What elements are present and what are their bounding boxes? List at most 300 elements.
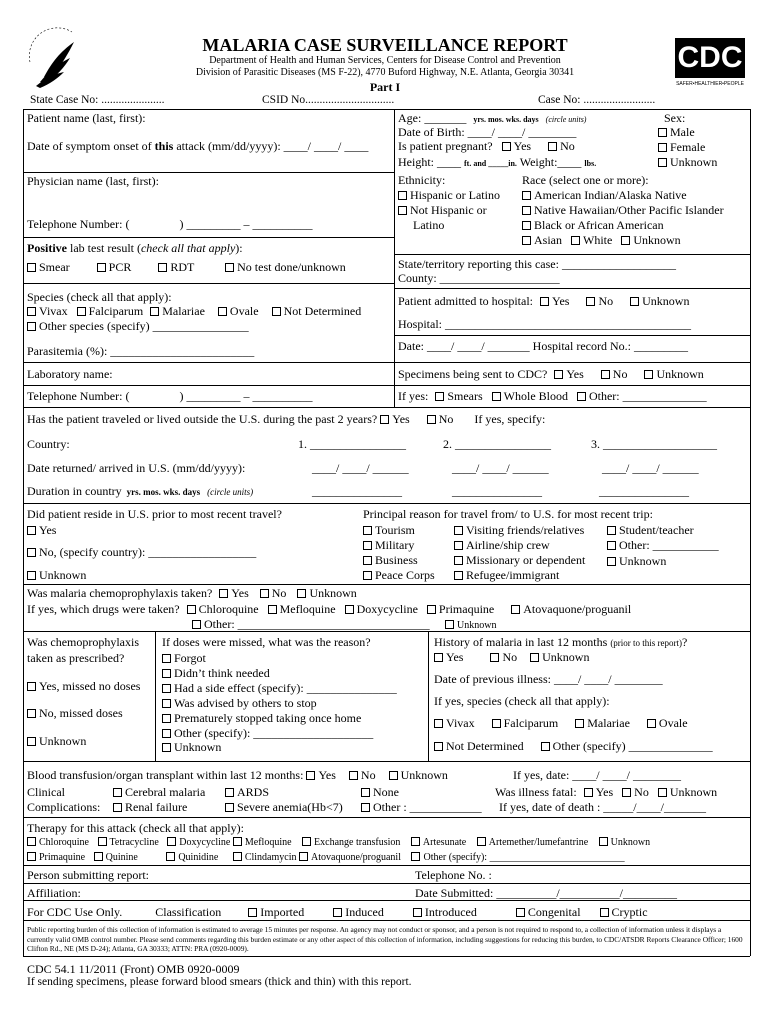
history-q: History of malaria in last 12 months: [434, 635, 608, 649]
therapy-quinine-checkbox[interactable]: [94, 852, 103, 861]
csid-no[interactable]: CSID No...............................: [262, 94, 395, 106]
reason-unknown-checkbox[interactable]: [607, 557, 616, 566]
transfusion-yes-checkbox[interactable]: [306, 771, 315, 780]
side-effect-checkbox[interactable]: [162, 684, 171, 693]
specimens-label: Specimens being sent to CDC?: [398, 367, 548, 381]
therapy-exchange-checkbox[interactable]: [302, 837, 311, 846]
white-label: White: [583, 233, 613, 247]
ards-label: ARDS: [237, 785, 270, 799]
travel-no: No: [438, 412, 454, 426]
tourism-label: Tourism: [375, 523, 415, 537]
submitter-telephone[interactable]: Telephone No. :: [415, 868, 492, 882]
race-unknown-checkbox[interactable]: [621, 236, 630, 245]
sex-unknown[interactable]: [658, 156, 717, 168]
missed-reason-label: If doses were missed, what was the reason?: [162, 635, 371, 649]
hospital-field[interactable]: Hospital: _________________________________________: [398, 317, 691, 331]
pregnant-no-checkbox[interactable]: [548, 142, 557, 151]
specimen-other-checkbox[interactable]: [577, 392, 586, 401]
therapy-exchange: Exchange transfusion: [314, 837, 401, 848]
visiting-checkbox[interactable]: [454, 526, 463, 535]
drug-other-row[interactable]: [192, 618, 430, 630]
rule: [750, 909, 751, 956]
chemo-yes-checkbox[interactable]: [219, 589, 228, 598]
comp-ards[interactable]: [225, 786, 269, 798]
transfusion-no-checkbox[interactable]: [349, 771, 358, 780]
history-unknown-checkbox[interactable]: [530, 653, 539, 662]
rule: [23, 503, 750, 504]
reason-missionary[interactable]: [454, 554, 585, 566]
military-label: Military: [375, 538, 415, 552]
white-checkbox[interactable]: [571, 236, 580, 245]
other-species-label: Other species (specify) ________________: [39, 319, 249, 333]
specimens-no: No: [612, 367, 628, 381]
therapy-clindamycin-checkbox[interactable]: [233, 852, 242, 861]
weight-label: Weight:____: [519, 155, 582, 169]
drug-unknown-label: Unknown: [457, 620, 497, 631]
fatal-yes: Yes: [595, 785, 614, 799]
duration-2[interactable]: _______________: [452, 484, 542, 498]
advised-checkbox[interactable]: [162, 699, 171, 708]
reason-didnt-think[interactable]: [162, 667, 270, 679]
rule: [23, 407, 750, 408]
reason-military[interactable]: [363, 539, 414, 551]
cdc-logo-box: CDC: [675, 38, 745, 78]
aian-label: American Indian/Alaska Native: [534, 188, 687, 202]
ovale-checkbox[interactable]: [218, 307, 227, 316]
smears-label: Smears: [447, 389, 483, 403]
pregnant-row: [398, 140, 575, 152]
reason-forgot[interactable]: [162, 652, 206, 664]
doxycycline-checkbox[interactable]: [345, 605, 354, 614]
date-returned-3[interactable]: ____/ ____/ ______: [602, 461, 699, 475]
rule: [23, 283, 394, 284]
didnt-think-label: Didn’t think needed: [174, 666, 270, 680]
therapy-artesunate: Artesunate: [422, 837, 467, 848]
other-species-checkbox[interactable]: [27, 322, 36, 331]
ethnicity-hispanic[interactable]: [398, 189, 500, 201]
duration-circle: (circle units): [207, 487, 254, 497]
therapy-row-1: [27, 837, 650, 848]
missed-other-checkbox[interactable]: [162, 729, 171, 738]
country-2-field[interactable]: 2. ________________: [443, 437, 551, 451]
duration-row: [27, 485, 253, 497]
travel-yes: Yes: [392, 412, 410, 426]
none-checkbox[interactable]: [361, 788, 370, 797]
country-1-field[interactable]: 1. ________________: [298, 437, 406, 451]
ards-checkbox[interactable]: [225, 788, 234, 797]
drug-unknown-checkbox[interactable]: [445, 620, 454, 629]
h-vivax-label: Vivax: [446, 716, 475, 730]
rule: [394, 254, 750, 255]
fatal-no-checkbox[interactable]: [622, 788, 631, 797]
drug-unknown-row[interactable]: [445, 620, 496, 631]
primaquine-checkbox[interactable]: [427, 605, 436, 614]
comp-cerebral[interactable]: [113, 786, 205, 798]
therapy-clindamycin: Clindamycin: [244, 852, 297, 863]
not-determined-checkbox[interactable]: [272, 307, 281, 316]
height-pre: Height: ____: [398, 155, 461, 169]
reason-unknown2[interactable]: [162, 741, 221, 753]
nhpi-label: Native Hawaiian/Other Pacific Islander: [534, 203, 724, 217]
doxycycline-label: Doxycycline: [356, 602, 418, 616]
sex-unknown-checkbox[interactable]: [658, 158, 667, 167]
nhpi-checkbox[interactable]: [522, 206, 531, 215]
tourism-checkbox[interactable]: [363, 526, 372, 535]
specimens-yes: Yes: [566, 367, 584, 381]
specimens-unknown: Unknown: [656, 367, 704, 381]
chemo-no-checkbox[interactable]: [260, 589, 269, 598]
cerebral-label: Cerebral malaria: [125, 785, 206, 799]
date-submitted[interactable]: Date Submitted: __________/__________/_________: [415, 886, 677, 900]
h-other-checkbox[interactable]: [541, 742, 550, 751]
prescribed-yes-checkbox[interactable]: [27, 682, 36, 691]
business-checkbox[interactable]: [363, 556, 372, 565]
military-checkbox[interactable]: [363, 541, 372, 550]
age-field[interactable]: [398, 112, 586, 124]
prev-illness-field[interactable]: Date of previous illness: ____/ ____/ ________: [434, 672, 663, 686]
asian-checkbox[interactable]: [522, 236, 531, 245]
black-label: Black or African American: [534, 218, 664, 232]
anemia-label: Severe anemia(Hb<7): [237, 800, 343, 814]
reside-yes[interactable]: [27, 524, 56, 536]
peace-corps-checkbox[interactable]: [363, 571, 372, 580]
hispanic-label: Hispanic or Latino: [410, 188, 500, 202]
onset-this: this: [154, 139, 174, 153]
onset-date-field[interactable]: [27, 140, 368, 152]
airline-checkbox[interactable]: [454, 541, 463, 550]
h-falciparum-label: Falciparum: [503, 716, 559, 730]
rdt-checkbox[interactable]: [158, 263, 167, 272]
reside-unknown-checkbox[interactable]: [27, 571, 36, 580]
introduced-label: Introduced: [424, 905, 477, 919]
reason-refugee[interactable]: [454, 569, 559, 581]
introduced-checkbox[interactable]: [413, 908, 422, 917]
therapy-atovaquone-checkbox[interactable]: [299, 852, 308, 861]
student-label: Student/teacher: [619, 523, 694, 537]
reside-no-checkbox[interactable]: [27, 548, 36, 557]
travel-no-checkbox[interactable]: [427, 415, 436, 424]
laboratory-name-label[interactable]: Laboratory name:: [27, 367, 113, 381]
fatal-unknown-checkbox[interactable]: [658, 788, 667, 797]
prematurely-checkbox[interactable]: [162, 714, 171, 723]
rule: [23, 172, 394, 173]
aian-checkbox[interactable]: [522, 191, 531, 200]
therapy-unknown-checkbox[interactable]: [599, 837, 608, 846]
didnt-think-checkbox[interactable]: [162, 669, 171, 678]
duration-1[interactable]: _______________: [312, 484, 402, 498]
black-checkbox[interactable]: [522, 221, 531, 230]
reason-advised[interactable]: [162, 697, 317, 709]
lab-telephone[interactable]: [27, 390, 312, 402]
chloroquine-checkbox[interactable]: [187, 605, 196, 614]
admitted-unknown-checkbox[interactable]: [630, 297, 639, 306]
history-no-checkbox[interactable]: [490, 653, 499, 662]
duration-3[interactable]: _______________: [599, 484, 689, 498]
therapy-doxycycline: Doxycycline: [179, 837, 231, 848]
ethnicity-not-hispanic[interactable]: [398, 204, 487, 216]
hispanic-checkbox[interactable]: [398, 191, 407, 200]
sex-female[interactable]: [658, 141, 705, 153]
history-label: [434, 636, 687, 648]
rule: [23, 900, 750, 901]
transfusion-label: Blood transfusion/organ transplant within last 12 months:: [27, 768, 304, 782]
if-yes-specify: If yes, specify:: [474, 412, 546, 426]
chemo-yes: Yes: [231, 586, 249, 600]
reason-peace-corps[interactable]: [363, 569, 435, 581]
admitted-yes: Yes: [551, 294, 570, 308]
h-vivax-checkbox[interactable]: [434, 719, 443, 728]
prescribed-no[interactable]: [27, 707, 123, 719]
reside-unknown[interactable]: [27, 569, 86, 581]
renal-checkbox[interactable]: [113, 803, 122, 812]
h-ovale-checkbox[interactable]: [647, 719, 656, 728]
h-not-determined-checkbox[interactable]: [434, 742, 443, 751]
fatal-row: [495, 786, 717, 798]
specimens-no-checkbox[interactable]: [601, 370, 610, 379]
death-date-field[interactable]: If yes, date of death : _____/____/_______: [499, 800, 706, 814]
rule: [23, 385, 750, 386]
comp-other[interactable]: [361, 801, 482, 813]
rule: [23, 817, 750, 818]
rule: [394, 288, 750, 289]
reason-unknown[interactable]: [607, 555, 666, 567]
reason-other-checkbox[interactable]: [607, 541, 616, 550]
anemia-checkbox[interactable]: [225, 803, 234, 812]
refugee-checkbox[interactable]: [454, 571, 463, 580]
chemo-unknown-checkbox[interactable]: [297, 589, 306, 598]
female-checkbox[interactable]: [658, 143, 667, 152]
no-test-checkbox[interactable]: [225, 263, 234, 272]
state-reporting-field[interactable]: State/territory reporting this case: ___________________: [398, 257, 676, 271]
history-unknown: Unknown: [542, 650, 590, 664]
therapy-mefloquine-checkbox[interactable]: [233, 837, 242, 846]
patient-name-label[interactable]: Patient name (last, first):: [27, 111, 146, 125]
travel-yes-checkbox[interactable]: [380, 415, 389, 424]
reside-yes-checkbox[interactable]: [27, 526, 36, 535]
therapy-chloroquine-checkbox[interactable]: [27, 837, 36, 846]
mefloquine-label: Mefloquine: [279, 602, 336, 616]
therapy-other: Other (specify): ___________________________: [423, 852, 625, 863]
height-weight-row[interactable]: [398, 156, 596, 168]
rule: [23, 761, 750, 762]
fatal-yes-checkbox[interactable]: [584, 788, 593, 797]
admitted-label: Patient admitted to hospital:: [398, 294, 533, 308]
county-field[interactable]: County: ____________________: [398, 271, 560, 285]
history-yes-checkbox[interactable]: [434, 653, 443, 662]
therapy-quinine: Quinine: [105, 852, 138, 863]
affiliation[interactable]: Affiliation:: [27, 886, 81, 900]
cdc-use-label: For CDC Use Only.: [27, 905, 123, 919]
therapy-primaquine-checkbox[interactable]: [27, 852, 36, 861]
side-effect-label: Had a side effect (specify): _______________: [174, 681, 397, 695]
falciparum-checkbox[interactable]: [77, 307, 86, 316]
reason-business[interactable]: [363, 554, 418, 566]
cryptic-checkbox[interactable]: [600, 908, 609, 917]
sex-male[interactable]: [658, 126, 695, 138]
race-unknown-label: Unknown: [633, 233, 681, 247]
person-submitting[interactable]: Person submitting report:: [27, 868, 149, 882]
tel-post: ) _________ – __________: [179, 217, 313, 231]
comp-none[interactable]: [361, 786, 399, 798]
transfusion-date[interactable]: If yes, date: ____/ ____/ ________: [513, 768, 681, 782]
male-checkbox[interactable]: [658, 128, 667, 137]
therapy-quinidine-checkbox[interactable]: [166, 852, 175, 861]
species-label: Species (check all that apply):: [27, 290, 172, 304]
rule: [23, 631, 750, 632]
reside-no[interactable]: [27, 546, 256, 558]
lab-tel-post: ) _________ – __________: [179, 389, 313, 403]
missed-other-label: Other (specify): ____________________: [174, 726, 374, 740]
country-3-field[interactable]: 3. ___________________: [591, 437, 717, 451]
induced-checkbox[interactable]: [333, 908, 342, 917]
peace-corps-label: Peace Corps: [375, 568, 435, 582]
whole-blood-label: Whole Blood: [503, 389, 568, 403]
h-malariae-checkbox[interactable]: [575, 719, 584, 728]
dob-field[interactable]: Date of Birth: ____/ ____/ ________: [398, 125, 577, 139]
lbs: lbs.: [584, 159, 597, 168]
reason-side-effect[interactable]: [162, 682, 397, 694]
pregnant-yes-checkbox[interactable]: [502, 142, 511, 151]
rule: [23, 956, 750, 957]
parasitemia-field[interactable]: Parasitemia (%): ________________________: [27, 344, 255, 358]
therapy-tetracycline: Tetracycline: [109, 837, 159, 848]
ft-in: ft. and _____in.: [464, 159, 517, 168]
duration-units: yrs. mos. wks. days: [126, 487, 201, 497]
country-label: Country:: [27, 437, 70, 451]
specimen-other-label: Other: ______________: [588, 389, 707, 403]
chemo-taken-label: Was malaria chemoprophylaxis taken?: [27, 586, 213, 600]
therapy-doxycycline-checkbox[interactable]: [167, 837, 176, 846]
reason-visiting[interactable]: [454, 524, 584, 536]
h-falciparum-checkbox[interactable]: [492, 719, 501, 728]
reason-other-specify[interactable]: [162, 727, 373, 739]
reason-tourism[interactable]: [363, 524, 415, 536]
case-no[interactable]: Case No: .........................: [538, 94, 656, 106]
h-malariae-label: Malariae: [587, 716, 630, 730]
transfusion-unknown-checkbox[interactable]: [389, 771, 398, 780]
therapy-atovaquone: Atovaquone/proguanil: [311, 852, 401, 863]
rule: [23, 883, 750, 884]
if-yes-label: If yes:: [398, 389, 429, 403]
admitted-yes-checkbox[interactable]: [540, 297, 549, 306]
drug-other-label: Other: ________________________________: [204, 617, 430, 631]
specimens-row: [398, 368, 704, 380]
missed-unknown-checkbox[interactable]: [162, 743, 171, 752]
state-case-no[interactable]: State Case No: ......................: [30, 94, 165, 106]
rule: [23, 109, 24, 909]
congenital-checkbox[interactable]: [516, 908, 525, 917]
smears-checkbox[interactable]: [435, 392, 444, 401]
rule: [394, 335, 750, 336]
chemo-unknown: Unknown: [309, 586, 357, 600]
whole-blood-checkbox[interactable]: [492, 392, 501, 401]
part-label: Part I: [369, 80, 401, 94]
pcr-checkbox[interactable]: [97, 263, 106, 272]
history-qmark: ?: [682, 635, 688, 649]
comp-anemia[interactable]: [225, 801, 343, 813]
prescribed-no-checkbox[interactable]: [27, 709, 36, 718]
student-checkbox[interactable]: [607, 526, 616, 535]
physician-telephone[interactable]: [27, 218, 312, 230]
therapy-quinidine: Quinidine: [178, 852, 219, 863]
admitted-unknown: Unknown: [642, 294, 690, 308]
admitted-no-checkbox[interactable]: [586, 297, 595, 306]
not-hispanic-checkbox[interactable]: [398, 206, 407, 215]
female-label: Female: [670, 140, 706, 154]
therapy-artesunate-checkbox[interactable]: [411, 837, 420, 846]
malariae-checkbox[interactable]: [150, 307, 159, 316]
admission-date-field[interactable]: Date: ____/ ____/ _______ Hospital record No.: _________: [398, 339, 688, 353]
drug-other-checkbox[interactable]: [192, 620, 201, 629]
mefloquine-checkbox[interactable]: [268, 605, 277, 614]
race-nhpi[interactable]: [522, 204, 724, 216]
pregnant-label: Is patient pregnant?: [398, 139, 493, 153]
therapy-other-checkbox[interactable]: [411, 852, 420, 861]
not-determined-label: Not Determined: [283, 304, 362, 318]
comp-other-checkbox[interactable]: [361, 803, 370, 812]
reason-prematurely[interactable]: [162, 712, 361, 724]
race-row-asian: [522, 234, 681, 246]
smear-checkbox[interactable]: [27, 263, 36, 272]
comp-renal[interactable]: [113, 801, 187, 813]
other-species-row[interactable]: [27, 320, 249, 332]
date-returned-2[interactable]: ____/ ____/ ______: [452, 461, 549, 475]
pcr-label: PCR: [108, 260, 132, 274]
reason-other-label: Other: ___________: [619, 538, 719, 552]
reason-airline[interactable]: [454, 539, 550, 551]
race-label: Race (select one or more):: [522, 173, 649, 187]
therapy-artemether-checkbox[interactable]: [477, 837, 486, 846]
missionary-checkbox[interactable]: [454, 556, 463, 565]
prescribed-unknown-checkbox[interactable]: [27, 737, 36, 746]
rule: [23, 109, 750, 110]
rdt-label: RDT: [170, 260, 195, 274]
chemo-no: No: [271, 586, 287, 600]
specimen-note: If sending specimens, please forward blood smears (thick and thin) with this report.: [27, 976, 412, 988]
reason-student[interactable]: [607, 524, 694, 536]
chloroquine-label: Chloroquine: [198, 602, 259, 616]
therapy-tetracycline-checkbox[interactable]: [98, 837, 107, 846]
atovaquone-checkbox[interactable]: [511, 605, 520, 614]
burden-statement: Public reporting burden of this collection of information is estimated to average 15 minutes per response. An agency may not conduct or sponsor, and a person is not required to respond to, a collection of information unless it displays a currently valid OMB control number. Please send comments regarding this burden estimate or any other aspect of this collection of information, including suggestions for reducing this burden, to CDC/ATSDR Reports Clearance Officer; 1600 Clifton Rd., NE (MS D-24); Atlanta, GA 30333; ATTN: PRA (0920-0009).: [27, 925, 743, 954]
race-black[interactable]: [522, 219, 664, 231]
male-label: Male: [670, 125, 695, 139]
prescribed-unknown[interactable]: [27, 735, 86, 747]
forgot-label: Forgot: [174, 651, 206, 665]
reason-other[interactable]: [607, 539, 719, 551]
cerebral-checkbox[interactable]: [113, 788, 122, 797]
specimens-yes-checkbox[interactable]: [554, 370, 563, 379]
imported-checkbox[interactable]: [248, 908, 257, 917]
advised-label: Was advised by others to stop: [174, 696, 317, 710]
therapy-artemether: Artemether/lumefantrine: [488, 837, 589, 848]
date-returned-1[interactable]: ____/ ____/ ______: [312, 461, 409, 475]
physician-name-label[interactable]: Physician name (last, first):: [27, 174, 159, 188]
age-units: yrs. mos. wks. days: [473, 115, 539, 124]
vivax-checkbox[interactable]: [27, 307, 36, 316]
history-species-row2: [434, 740, 713, 752]
clinical-label: Clinical: [27, 785, 65, 799]
onset-post: attack (mm/dd/yyyy): ____/ ____/ ____: [173, 139, 369, 153]
specimens-unknown-checkbox[interactable]: [644, 370, 653, 379]
form-id: CDC 54.1 11/2011 (Front) OMB 0920-0009: [27, 962, 240, 976]
forgot-checkbox[interactable]: [162, 654, 171, 663]
rule: [23, 362, 750, 363]
prescribed-yes[interactable]: [27, 680, 140, 692]
race-aian[interactable]: [522, 189, 687, 201]
history-row: [434, 651, 589, 663]
duration-label: Duration in country: [27, 484, 122, 498]
